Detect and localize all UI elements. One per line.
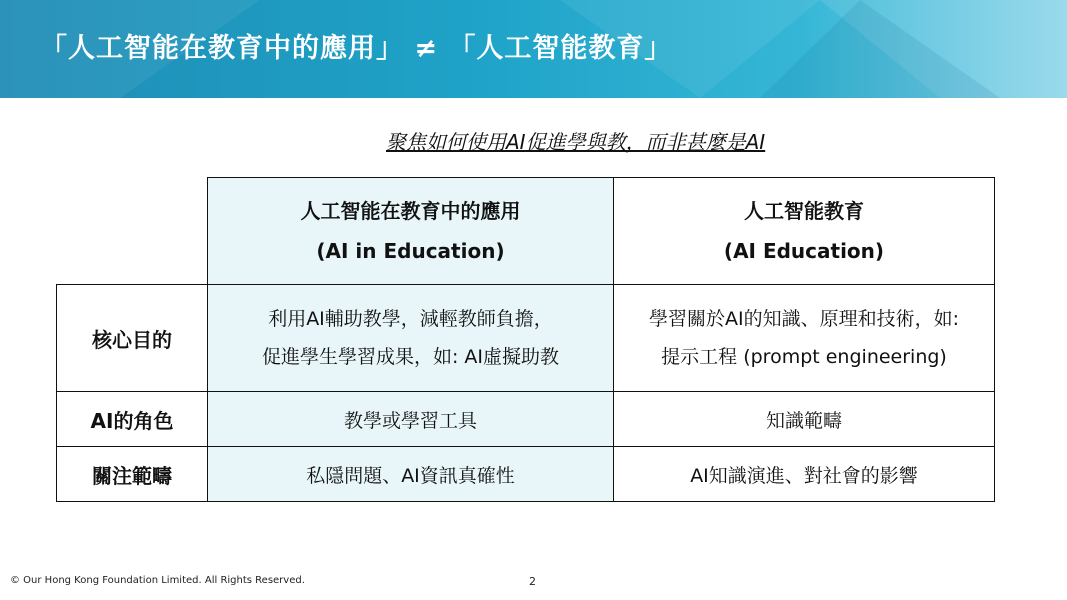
row-label: 核心目的 <box>57 285 208 392</box>
table-cell: AI知識演進、對社會的影響 <box>614 447 995 502</box>
row-label: AI的角色 <box>57 392 208 447</box>
page-title: 「人工智能在教育中的應用」 ≠ 「人工智能教育」 <box>40 33 673 64</box>
cell-line2: 促進學生學習成果，如: AI虛擬助教 <box>261 346 560 368</box>
subtitle: 聚焦如何使用AI促進學與教，而非甚麼是AI <box>386 130 766 154</box>
column-header-line1: 人工智能在教育中的應用 <box>300 199 521 223</box>
cell-line2: 提示工程 (prompt engineering) <box>661 346 947 368</box>
table-row <box>57 285 995 392</box>
row-label: 關注範疇 <box>57 447 208 502</box>
corner-cell <box>57 178 208 285</box>
copyright-footer: © Our Hong Kong Foundation Limited. All Rights Reserved. <box>10 575 305 586</box>
page-number: 2 <box>529 575 536 588</box>
table-cell: 私隱問題、AI資訊真確性 <box>208 447 614 502</box>
table-row <box>57 447 995 502</box>
table-cell <box>614 285 995 392</box>
comparison-table <box>56 177 995 502</box>
title-banner <box>0 0 1067 98</box>
column-header-line2: (AI Education) <box>723 239 885 263</box>
column-header-line2: (AI in Education) <box>316 239 505 263</box>
table-header-row <box>57 178 995 285</box>
table-cell: 教學或學習工具 <box>208 392 614 447</box>
table-cell <box>208 285 614 392</box>
cell-line1: 學習關於AI的知識、原理和技術，如: <box>648 308 959 330</box>
table-row <box>57 392 995 447</box>
column-header-ai-education <box>614 178 995 285</box>
column-header-line1: 人工智能教育 <box>744 199 864 223</box>
column-header-ai-in-education <box>208 178 614 285</box>
cell-line1: 利用AI輔助教學，減輕教師負擔， <box>268 308 553 330</box>
table-cell: 知識範疇 <box>614 392 995 447</box>
